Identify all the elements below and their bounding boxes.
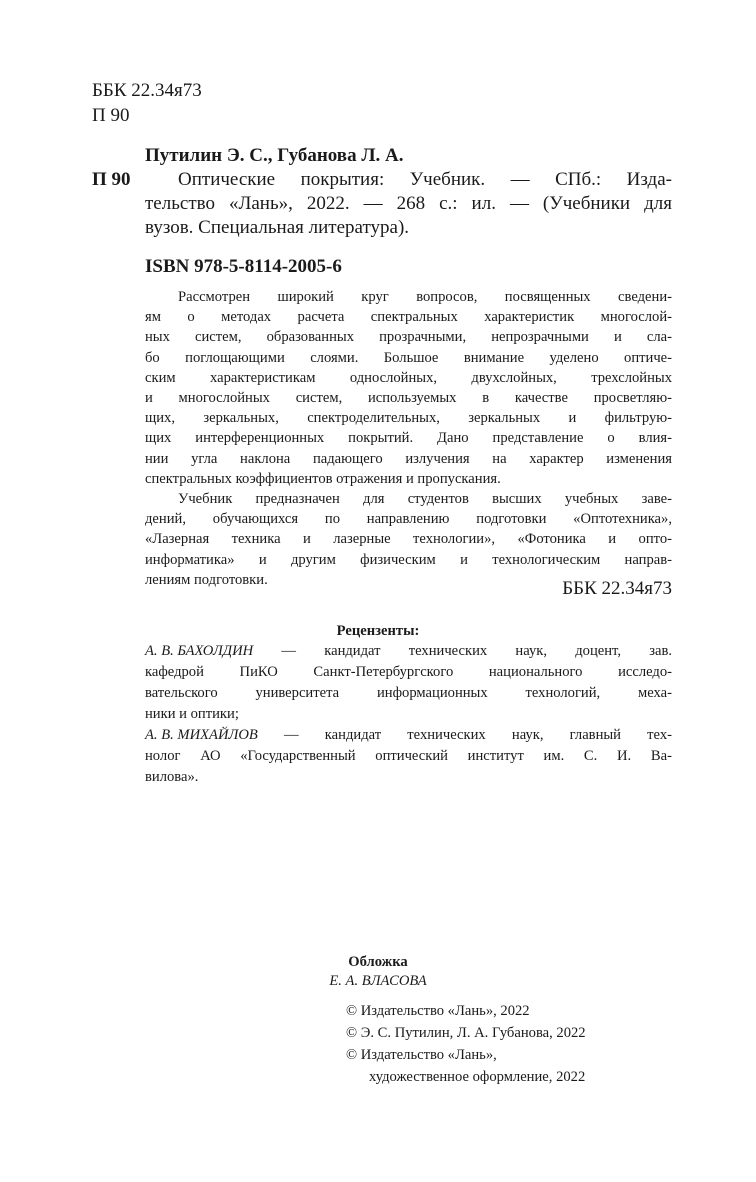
entry-line: тельство «Лань», 2022. — 268 с.: ил. — (Учебники для	[145, 193, 672, 214]
abstract-line: щих интерференционных покрытий. Дано представление о влия-	[145, 430, 672, 447]
reviewer-2	[145, 726, 672, 744]
copyright-line: © Э. С. Путилин, Л. А. Губанова, 2022	[346, 1025, 586, 1041]
entry-code: П 90	[92, 169, 131, 190]
author-mark: П 90	[92, 105, 130, 126]
abstract-line: информатика» и другим физическим и технологическим направ-	[145, 551, 672, 568]
abstract-line: Рассмотрен широкий круг вопросов, посвященных сведени-	[178, 289, 672, 305]
reviewer-line: вилова».	[145, 769, 199, 785]
abstract-line: щих, зеркальных, спектроделительных, зеркальных и фильтрую-	[145, 410, 672, 427]
isbn: ISBN 978-5-8114-2005-6	[145, 256, 342, 277]
reviewer-line: вательского университета информационных технологий, меха-	[145, 685, 672, 701]
authors: Путилин Э. С., Губанова Л. А.	[145, 145, 404, 166]
reviewer-line: ники и оптики;	[145, 706, 239, 722]
copyright-line: художественное оформление, 2022	[369, 1069, 586, 1085]
abstract-line: дений, обучающихся по направлению подготовки «Оптотехника»,	[145, 511, 672, 528]
reviewer-line: кафедрой ПиКО Санкт-Петербургского национального исследо-	[145, 664, 672, 680]
bbk-code: ББК 22.34я73	[92, 80, 202, 101]
reviewer-line: нолог АО «Государственный оптический институт им. С. И. Ва-	[145, 748, 672, 764]
reviewers-title: Рецензенты:	[336, 623, 420, 639]
reviewer-1	[145, 642, 672, 660]
abstract-line: и многослойных систем, используемых в качестве просветляю-	[145, 390, 672, 406]
reviewer-name: А. В. БАХОЛДИН	[145, 643, 254, 659]
reviewer-line: — кандидат технических наук, доцент, зав.	[253, 643, 672, 659]
abstract-line: бо поглощающими слоями. Большое внимание уделено оптиче-	[145, 349, 672, 366]
abstract-line: ским характеристикам однослойных, двухслойных, трехслойных	[145, 369, 672, 386]
reviewer-name: А. В. МИХАЙЛОВ	[145, 727, 258, 743]
abstract-line: спектральных коэффициентов отражения и пропускания.	[145, 470, 501, 487]
abstract-line: ям о методах расчета спектральных характеристик многослой-	[145, 309, 672, 326]
abstract-line: Учебник предназначен для студентов высших учебных заве-	[178, 491, 672, 507]
abstract-line: лениям подготовки.	[145, 571, 268, 588]
copyright-line: © Издательство «Лань», 2022	[346, 1003, 530, 1019]
abstract-line: ных систем, образованных прозрачными, непрозрачными и сла-	[145, 329, 672, 346]
bbk-code-bottom: ББК 22.34я73	[562, 578, 672, 599]
entry-line: вузов. Специальная литература).	[145, 217, 410, 238]
abstract-line: «Лазерная техника и лазерные технологии», «Фотоника и опто-	[145, 531, 672, 548]
reviewer-line: — кандидат технических наук, главный тех-	[257, 727, 672, 743]
cover-title: Обложка	[348, 954, 408, 970]
entry-line: Оптические покрытия: Учебник. — СПб.: Изда-	[178, 169, 672, 190]
abstract-line: нии угла наклона падающего излучения на характер изменения	[145, 450, 672, 467]
copyright-line: © Издательство «Лань»,	[346, 1047, 497, 1063]
cover-author: Е. А. ВЛАСОВА	[329, 973, 427, 989]
